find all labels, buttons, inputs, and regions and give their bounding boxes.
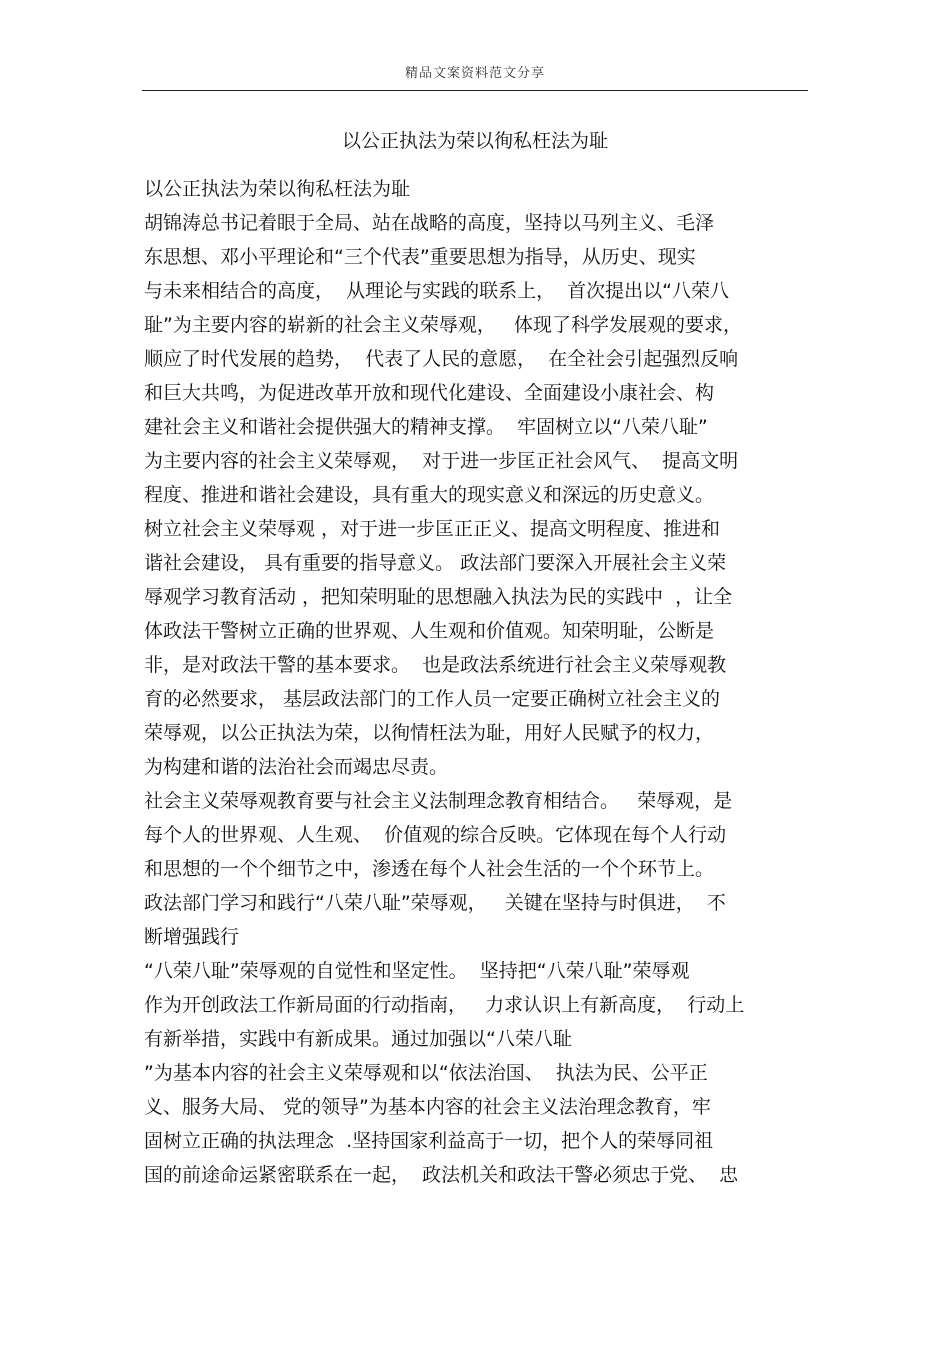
body-line: 和巨大共鸣，为促进改革开放和现代化建设、全面建设小康社会、构 <box>144 382 715 404</box>
body-line: 辱观学习教育活动 ，把知荣明耻的思想融入执法为民的实践中 ，让全 <box>144 586 733 608</box>
body-line: 育的必然要求， 基层政法部门的工作人员一定要正确树立社会主义的 <box>144 688 721 710</box>
header-divider <box>142 90 808 91</box>
body-line: 为主要内容的社会主义荣辱观， 对于进一步匡正社会风气、 提高文明 <box>144 450 739 472</box>
body-line: “八荣八耻”荣辱观的自觉性和坚定性。 坚持把“八荣八耻”荣辱观 <box>144 960 690 982</box>
document-body <box>144 172 824 1192</box>
body-line: 非，是对政法干警的基本要求。 也是政法系统进行社会主义荣辱观教 <box>144 654 727 676</box>
body-line: 作为开创政法工作新局面的行动指南， 力求认识上有新高度， 行动上 <box>144 994 745 1016</box>
body-line: 体政法干警树立正确的世界观、人生观和价值观。知荣明耻，公断是 <box>144 620 715 642</box>
body-line: 断增强践行 <box>144 926 240 948</box>
body-line: 荣辱观，以公正执法为荣，以徇情枉法为耻，用好人民赋予的权力， <box>144 722 715 744</box>
body-line: 谐社会建设， 具有重要的指导意义。 政法部门要深入开展社会主义荣 <box>144 552 727 574</box>
body-line: 以公正执法为荣以徇私枉法为耻 <box>144 178 411 200</box>
body-line: 固树立正确的执法理念 .坚持国家利益高于一切，把个人的荣辱同祖 <box>144 1130 714 1152</box>
body-line: 每个人的世界观、人生观、 价值观的综合反映。它体现在每个人行动 <box>144 824 727 846</box>
body-line: 与未来相结合的高度， 从理论与实践的联系上， 首次提出以“八荣八 <box>144 280 730 302</box>
body-line: 国的前途命运紧密联系在一起， 政法机关和政法干警必须忠于党、 忠 <box>144 1164 739 1186</box>
body-line: 政法部门学习和践行“八荣八耻”荣辱观， 关键在坚持与时俱进， 不 <box>144 892 726 914</box>
body-line: 程度、推进和谐社会建设，具有重大的现实意义和深远的历史意义。 <box>144 484 715 506</box>
body-line: 义、服务大局、 党的领导”为基本内容的社会主义法治理念教育，牢 <box>144 1096 711 1118</box>
page-header-text: 精品文案资料范文分享 <box>404 66 545 81</box>
body-line: 建社会主义和谐社会提供强大的精神支撑。 牢固树立以“八荣八耻” <box>144 416 708 438</box>
body-line: 为构建和谐的法治社会而竭忠尽责。 <box>144 756 449 778</box>
body-line: 和思想的一个个细节之中，渗透在每个人社会生活的一个个环节上。 <box>144 858 715 880</box>
body-line: ”为基本内容的社会主义荣辱观和以“依法治国、 执法为民、公平正 <box>144 1062 708 1084</box>
body-line: 胡锦涛总书记着眼于全局、站在战略的高度，坚持以马列主义、毛泽 <box>144 212 715 234</box>
document-title: 以公正执法为荣以徇私枉法为耻 <box>341 130 608 152</box>
body-line: 社会主义荣辱观教育要与社会主义法制理念教育相结合。 荣辱观，是 <box>144 790 733 812</box>
body-line: 树立社会主义荣辱观 ，对于进一步匡正正义、提高文明程度、推进和 <box>144 518 721 540</box>
body-line: 东思想、邓小平理论和“三个代表”重要思想为指导，从历史、现实 <box>144 246 696 268</box>
body-line: 有新举措，实践中有新成果。通过加强以“八荣八耻 <box>144 1028 572 1050</box>
body-line: 顺应了时代发展的趋势， 代表了人民的意愿， 在全社会引起强烈反响 <box>144 348 739 370</box>
body-line: 耻”为主要内容的崭新的社会主义荣辱观， 体现了科学发展观的要求， <box>144 314 742 336</box>
